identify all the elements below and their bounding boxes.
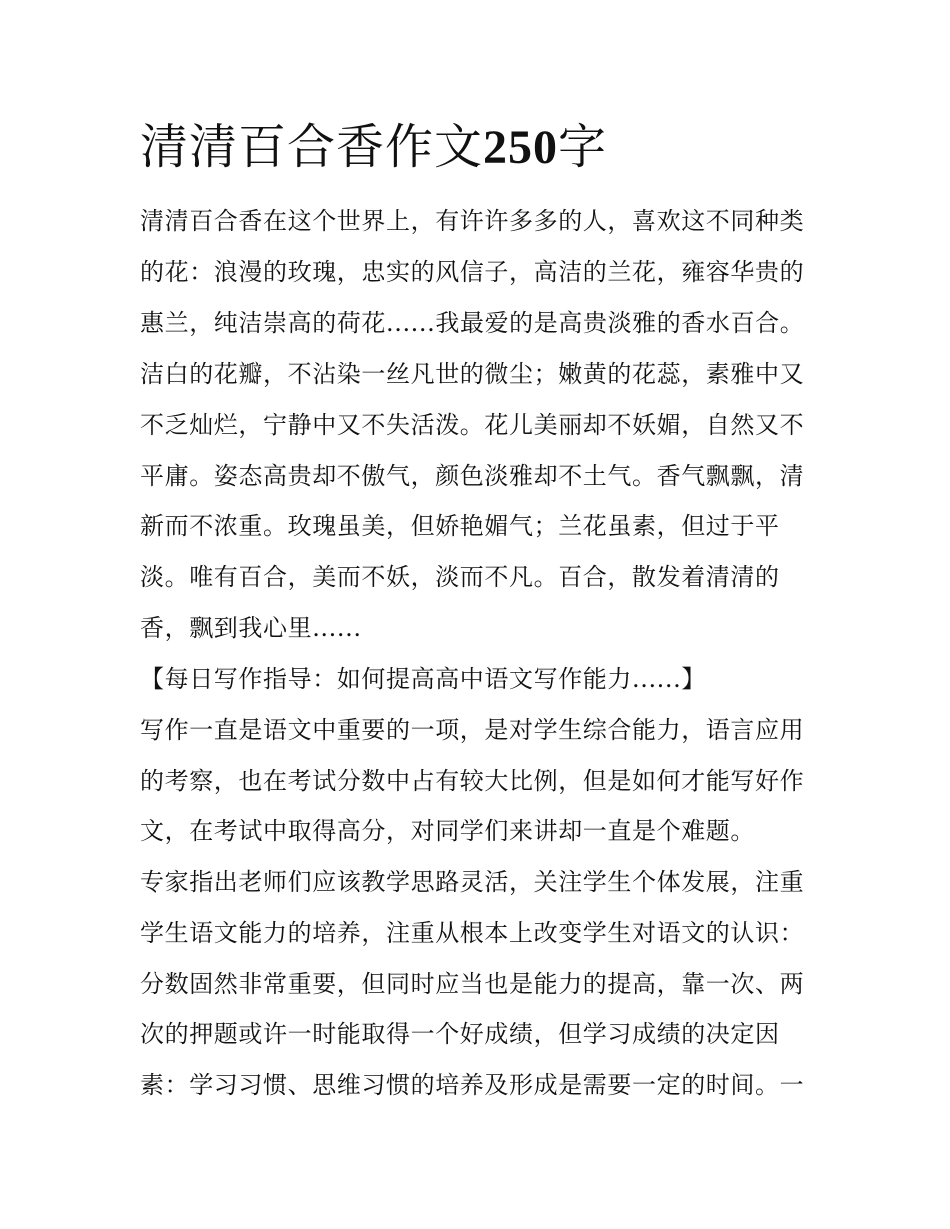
text-line: 次的押题或许一时能取得一个好成绩，但学习成绩的决定因 [140,1020,780,1048]
text-line: 新而不浓重。玫瑰虽美，但娇艳媚气；兰花虽素，但过于平 [140,512,780,540]
text-line: 的考察，也在考试分数中占有较大比例，但是如何才能写好作 [140,767,805,795]
text-line: 的花：浪漫的玫瑰，忠实的风信子，高洁的兰花，雍容华贵的 [140,258,805,286]
text-line: 学生语文能力的培养，注重从根本上改变学生对语文的认识： [140,919,805,947]
section-heading: 【每日写作指导：如何提高高中语文写作能力......】 [140,665,706,693]
text-line: 洁白的花瓣，不沾染一丝凡世的微尘；嫩黄的花蕊，素雅中又 [140,360,805,388]
text-line: 淡。唯有百合，美而不妖，淡而不凡。百合，散发着清清的 [140,563,780,591]
title-text: 清清百合香作文 [140,119,484,175]
text-line: 平庸。姿态高贵却不傲气，颜色淡雅却不土气。香气飘飘，清 [140,462,805,490]
page-title [140,116,607,179]
title-number: 250 [483,121,559,174]
text-line: 素：学习习惯、思维习惯的培养及形成是需要一定的时间。一 [140,1071,805,1099]
text-line: 不乏灿烂，宁静中又不失活泼。花儿美丽却不妖媚，自然又不 [140,411,805,439]
text-line: 清清百合香在这个世界上，有许许多多的人，喜欢这不同种类 [140,207,805,235]
text-line: 惠兰，纯洁崇高的荷花......我最爱的是高贵淡雅的香水百合。 [140,309,805,337]
title-suffix: 字 [558,119,608,175]
text-line: 文，在考试中取得高分，对同学们来讲却一直是个难题。 [140,817,755,845]
text-line: 香，飘到我心里...... [140,614,362,642]
text-line: 分数固然非常重要，但同时应当也是能力的提高，靠一次、两 [140,970,805,998]
text-line: 专家指出老师们应该教学思路灵活，关注学生个体发展，注重 [140,868,805,896]
text-line: 写作一直是语文中重要的一项，是对学生综合能力，语言应用 [140,716,805,744]
